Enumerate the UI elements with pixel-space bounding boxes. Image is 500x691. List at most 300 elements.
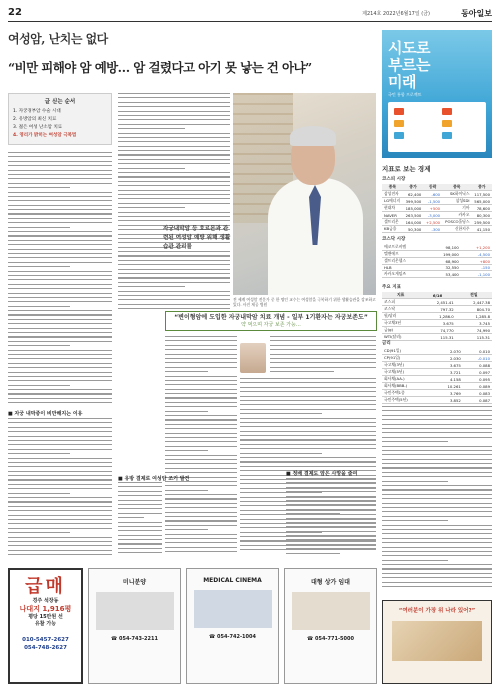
- text-line: [165, 397, 237, 398]
- text-line: [118, 491, 162, 492]
- table-cell: -4,500: [461, 251, 492, 258]
- text-line: [8, 152, 112, 153]
- text-line: [8, 297, 112, 298]
- text-line: [8, 183, 112, 184]
- table-cell: 68,900: [427, 258, 461, 265]
- text-line: [286, 518, 376, 519]
- text-line: [382, 516, 492, 517]
- text-line: [8, 244, 112, 245]
- hair-graphic: [290, 126, 336, 146]
- text-line: [165, 411, 208, 412]
- text-line: [165, 433, 237, 434]
- text-line: [118, 264, 230, 265]
- text-line: [165, 455, 237, 456]
- chip-icon: [394, 132, 404, 139]
- text-line: [382, 520, 448, 521]
- text-line: [118, 495, 162, 496]
- text-line: [382, 450, 492, 451]
- text-line: [118, 513, 162, 514]
- table-cell: 115.31: [419, 334, 455, 341]
- ad-image: [392, 621, 482, 661]
- table-row: [382, 355, 492, 362]
- text-line: [118, 203, 230, 204]
- text-line: [118, 539, 162, 540]
- text-line: [240, 387, 376, 388]
- box-column-1: [165, 336, 237, 556]
- text-line: [8, 187, 70, 188]
- text-line: [8, 550, 112, 551]
- ad-phone: ☎ 054-742-1004: [209, 634, 256, 640]
- table-cell: 41,150: [472, 226, 492, 233]
- headline: “비만 피해야 암 예방… 암 걸렸다고 아기 못 낳는 건 아냐”: [8, 60, 312, 75]
- text-line: [8, 537, 112, 538]
- text-line: [165, 472, 237, 473]
- text-line: [270, 358, 376, 359]
- text-line: [8, 227, 70, 228]
- real-estate-ad[interactable]: [8, 568, 83, 684]
- text-line: [382, 454, 492, 455]
- text-line: [118, 299, 230, 300]
- article-column-3: [118, 482, 162, 558]
- table-cell: +2,500: [423, 219, 442, 226]
- text-line: [118, 128, 185, 129]
- ad-headline: 급매: [25, 576, 66, 597]
- text-line: [240, 435, 376, 436]
- text-line: [165, 542, 237, 543]
- text-line: [382, 410, 492, 411]
- text-line: [286, 509, 376, 510]
- table-cell: 0.087: [463, 397, 492, 404]
- text-line: [240, 457, 376, 458]
- text-line: [118, 106, 230, 107]
- table-cell: 10.261: [432, 383, 463, 390]
- table-cell: 2,447.38: [456, 299, 492, 306]
- text-line: [8, 385, 70, 386]
- table-cell: 국민주택1종: [382, 390, 432, 397]
- text-line: [8, 314, 112, 315]
- chip-icon: [442, 108, 452, 115]
- text-line: [165, 463, 237, 464]
- text-line: [8, 319, 112, 320]
- text-line: [8, 510, 112, 511]
- text-line: [8, 479, 112, 480]
- table-cell: 국고채(5년): [382, 369, 432, 376]
- table-cell: -150: [461, 265, 492, 271]
- text-line: [8, 440, 112, 441]
- market-section-title: 지표로 보는 경제: [382, 165, 431, 173]
- text-line: [382, 503, 492, 504]
- text-line: [240, 439, 376, 440]
- text-line: [118, 255, 230, 256]
- text-line: [8, 367, 112, 368]
- table-row: [382, 251, 492, 258]
- table-cell: POSCO홀딩스: [442, 219, 471, 226]
- table-cell: 국고채(3년): [382, 362, 432, 369]
- banner-card: [388, 102, 486, 152]
- text-line: [8, 213, 112, 214]
- article-column-1: [8, 152, 112, 407]
- table-cell: 1,286.0: [419, 313, 455, 320]
- text-line: [286, 535, 376, 536]
- text-line: [118, 277, 230, 278]
- promo-banner[interactable]: [382, 30, 492, 158]
- text-line: [8, 200, 112, 201]
- table-cell: 에코프로비엠: [382, 244, 427, 251]
- text-line: [8, 372, 112, 373]
- text-line: [165, 349, 237, 350]
- campaign-ad[interactable]: [382, 600, 492, 684]
- toc-item: 1. 자궁경부암 수술 시대: [13, 109, 61, 114]
- text-line: [240, 391, 376, 392]
- table-cell: 기아: [442, 205, 471, 212]
- text-line: [165, 494, 237, 495]
- text-line: [8, 398, 112, 399]
- text-line: [240, 418, 376, 419]
- ad-line: 경주 석장동: [32, 598, 59, 604]
- table-cell: +800: [461, 258, 492, 265]
- table-row: [382, 383, 492, 390]
- text-line: [382, 525, 492, 526]
- text-line: [165, 362, 237, 363]
- text-line: [8, 170, 112, 171]
- text-line: [8, 354, 112, 355]
- table-row: [382, 258, 492, 265]
- text-line: [118, 137, 230, 138]
- text-line: [240, 448, 376, 449]
- text-line: [8, 222, 112, 223]
- text-line: [8, 427, 112, 428]
- text-line: [165, 358, 237, 359]
- text-line: [8, 497, 112, 498]
- text-line: [165, 441, 237, 442]
- text-line: [8, 545, 112, 546]
- text-line: [382, 560, 448, 561]
- index-table: [382, 292, 492, 341]
- ad-phone: 010-5457-2627: [22, 637, 69, 643]
- table-row: [382, 205, 492, 212]
- table-cell: LG에너지: [382, 198, 403, 205]
- text-line: [382, 564, 492, 565]
- ad-image: [292, 592, 370, 630]
- text-line: [8, 380, 112, 381]
- text-line: [8, 257, 112, 258]
- table-row: [382, 306, 492, 313]
- toc-item: 3. 젊은 여성 난소암 치료: [13, 125, 63, 130]
- table-cell: 엘앤에프: [382, 251, 427, 258]
- text-line: [165, 525, 237, 526]
- text-line: [8, 279, 112, 280]
- ad-title: 미니분양: [122, 579, 147, 586]
- text-line: [118, 543, 162, 544]
- table-cell: 50,300: [403, 226, 423, 233]
- text-line: [382, 577, 492, 578]
- text-line: [286, 544, 376, 545]
- text-line: [8, 174, 112, 175]
- text-line: [165, 512, 237, 513]
- text-line: [382, 498, 492, 499]
- table-row: [382, 212, 492, 219]
- text-line: [118, 141, 230, 142]
- text-line: [240, 413, 322, 414]
- text-line: [165, 354, 237, 355]
- text-line: [8, 431, 112, 432]
- text-line: [382, 555, 492, 556]
- text-line: [165, 340, 237, 341]
- kosdaq-table: [382, 244, 492, 278]
- text-line: [165, 520, 237, 521]
- table-cell: 회사채(AA-): [382, 376, 432, 383]
- table-cell: 4.158: [432, 376, 463, 383]
- table-row: [382, 219, 492, 226]
- text-line: [118, 216, 230, 217]
- chip-icon: [442, 120, 452, 127]
- table-cell: 2,451.41: [419, 299, 455, 306]
- text-line: [382, 573, 492, 574]
- text-line: [382, 494, 492, 495]
- text-line: [382, 489, 492, 490]
- text-line: [165, 485, 237, 486]
- text-line: [118, 282, 230, 283]
- text-line: [165, 419, 237, 420]
- text-line: [8, 288, 112, 289]
- table-row: [382, 271, 492, 278]
- text-line: [240, 409, 376, 410]
- subhead: ■ 정배 결제도 암은 사망을 줄여: [286, 471, 358, 477]
- ad-image: [96, 592, 174, 630]
- table-cell: 코스피: [382, 299, 419, 306]
- text-line: [165, 384, 237, 385]
- text-line: [286, 539, 376, 540]
- text-line: [240, 378, 376, 379]
- table-cell: 62,400: [403, 191, 423, 198]
- text-line: [118, 486, 162, 487]
- text-line: [165, 424, 237, 425]
- text-line: [8, 541, 112, 542]
- kosdaq-title: 코스닥 시장: [382, 237, 406, 242]
- table-cell: -600: [423, 191, 442, 198]
- table-cell: 74,770: [419, 327, 455, 334]
- text-line: [8, 271, 112, 272]
- table-row: [382, 327, 492, 334]
- table-cell: 80,300: [472, 212, 492, 219]
- index-title: 주요 지표: [382, 285, 401, 290]
- stock-title: 코스피 시장: [382, 177, 406, 182]
- table-cell: 0.010: [463, 348, 492, 355]
- text-line: [118, 168, 185, 169]
- text-line: [118, 119, 230, 120]
- text-line: [240, 396, 376, 397]
- text-line: [382, 533, 492, 534]
- text-line: [118, 482, 162, 483]
- text-line: [118, 111, 230, 112]
- photo-caption: 전 세계 여성암 전문가 중 한 명인 교수는 여성암을 극복하기 위한 생활습관을 강조하고 있다. 사진 제공 병원: [233, 297, 376, 307]
- text-line: [8, 393, 112, 394]
- table-cell: 164,000: [403, 219, 423, 226]
- text-line: [8, 205, 112, 206]
- text-line: [8, 471, 112, 472]
- text-line: [8, 341, 112, 342]
- text-line: [240, 431, 376, 432]
- table-cell: 삼성SDI: [442, 198, 471, 205]
- text-line: [8, 484, 112, 485]
- text-line: [382, 428, 492, 429]
- ad-box-1[interactable]: [88, 568, 181, 684]
- text-line: [8, 249, 112, 250]
- masthead: 동아일보: [461, 8, 492, 18]
- text-line: [240, 400, 376, 401]
- text-line: [165, 389, 237, 390]
- text-line: [8, 475, 112, 476]
- table-cell: HLB: [382, 265, 427, 271]
- text-line: [8, 178, 112, 179]
- banner-title: 시도로 부르는 미래: [388, 39, 430, 91]
- table-cell: 117,500: [472, 191, 492, 198]
- text-line: [382, 463, 492, 464]
- table-cell: 74,990: [456, 327, 492, 334]
- boxed-headline: [165, 311, 377, 331]
- text-line: [240, 426, 376, 427]
- table-cell: -300: [423, 226, 442, 233]
- ad-title: MEDICAL CINEMA: [203, 577, 262, 584]
- boxed-headline-text: “변이형암에 도입한 자궁내막암 치료 개념 - 일부 1기환자는 자궁보존도”: [174, 314, 368, 321]
- text-line: [8, 301, 112, 302]
- text-line: [8, 389, 112, 390]
- table-row: [382, 390, 492, 397]
- pull-quote: 자궁내막암 등 호르몬과 관련된 여성암 예방 위해 생활 습관 관리를: [163, 226, 231, 250]
- table-row: [382, 320, 492, 327]
- text-line: [118, 517, 144, 518]
- banner-subtitle: 국민 통합 프로젝트: [388, 92, 422, 97]
- table-cell: 0.083: [463, 390, 492, 397]
- text-line: [165, 415, 237, 416]
- rate-table: [382, 348, 492, 404]
- text-line: [8, 422, 112, 423]
- text-line: [118, 181, 230, 182]
- text-line: [8, 449, 112, 450]
- text-line: [118, 295, 230, 296]
- text-line: [165, 498, 237, 499]
- text-line: [8, 310, 112, 311]
- page-header: [8, 6, 492, 22]
- text-line: [165, 376, 237, 377]
- table-cell: 3.745: [456, 320, 492, 327]
- boxed-subline: 약 먹으며 자궁 보존 가능…: [241, 321, 301, 328]
- text-line: [8, 196, 112, 197]
- chip-icon: [394, 108, 404, 115]
- table-cell: +500: [423, 205, 442, 212]
- text-line: [8, 192, 112, 193]
- text-line: [8, 488, 112, 489]
- text-line: [165, 538, 237, 539]
- table-cell: 신한지주: [442, 226, 471, 233]
- table-cell: 국민주택(5년): [382, 397, 432, 404]
- table-cell: 259,500: [472, 219, 492, 226]
- col-header: 6/16: [419, 292, 455, 299]
- text-line: [8, 436, 112, 437]
- text-line: [8, 240, 112, 241]
- ad-phone: ☎ 054-743-2211: [111, 636, 158, 642]
- ad-box-3[interactable]: [284, 568, 377, 684]
- chip-icon: [442, 132, 452, 139]
- text-line: [270, 340, 376, 341]
- stock-table: [382, 184, 492, 233]
- text-line: [240, 453, 322, 454]
- table-cell: 카카오게임즈: [382, 271, 427, 278]
- text-line: [118, 172, 230, 173]
- text-line: [382, 542, 492, 543]
- text-line: [240, 404, 376, 405]
- subhead: ■ 자궁 내막증이 비만해지는 이유: [8, 411, 83, 417]
- text-line: [118, 273, 230, 274]
- text-line: [165, 437, 237, 438]
- table-cell: 2.030: [432, 355, 463, 362]
- text-line: [8, 493, 70, 494]
- text-line: [8, 462, 112, 463]
- text-line: [8, 209, 112, 210]
- table-cell: 회사채(BBB-): [382, 383, 432, 390]
- text-line: [8, 345, 70, 346]
- text-line: [165, 547, 237, 548]
- text-line: [118, 220, 230, 221]
- text-line: [118, 291, 230, 292]
- article-column-1b: [8, 418, 112, 558]
- ad-line: 나대지 1,916평: [19, 605, 72, 613]
- inset-portrait: [240, 343, 266, 373]
- col-header: 지표: [382, 292, 419, 299]
- text-line: [118, 552, 162, 553]
- text-line: [286, 487, 376, 488]
- table-row: [382, 313, 492, 320]
- text-line: [8, 156, 112, 157]
- text-line: [8, 501, 112, 502]
- table-cell: 2.070: [432, 348, 463, 355]
- table-cell: WTI(달러): [382, 334, 419, 341]
- text-line: [165, 336, 237, 337]
- text-line: [382, 476, 492, 477]
- table-row: [382, 397, 492, 404]
- text-line: [118, 548, 162, 549]
- text-line: [118, 176, 230, 177]
- text-line: [165, 534, 237, 535]
- text-line: [118, 522, 162, 523]
- ad-box-2[interactable]: [186, 568, 279, 684]
- text-line: [8, 506, 112, 507]
- text-line: [118, 150, 230, 151]
- text-line: [165, 507, 237, 508]
- text-line: [270, 367, 376, 368]
- ad-phone: 054-748-2627: [24, 645, 67, 651]
- text-line: [165, 516, 237, 517]
- table-cell: 현대차: [382, 205, 403, 212]
- text-line: [165, 367, 237, 368]
- table-row: [382, 369, 492, 376]
- text-line: [382, 547, 492, 548]
- doctor-photo: [233, 93, 376, 295]
- text-line: [165, 446, 237, 447]
- text-line: [118, 163, 230, 164]
- box-column-2: [270, 336, 376, 376]
- text-line: [118, 154, 230, 155]
- table-cell: 0.088: [463, 362, 492, 369]
- text-line: [286, 522, 376, 523]
- text-line: [118, 508, 162, 509]
- text-line: [286, 531, 376, 532]
- text-line: [118, 212, 230, 213]
- table-row: [382, 334, 492, 341]
- text-line: [118, 198, 230, 199]
- table-cell: +1,200: [461, 244, 492, 251]
- table-row: [382, 299, 492, 306]
